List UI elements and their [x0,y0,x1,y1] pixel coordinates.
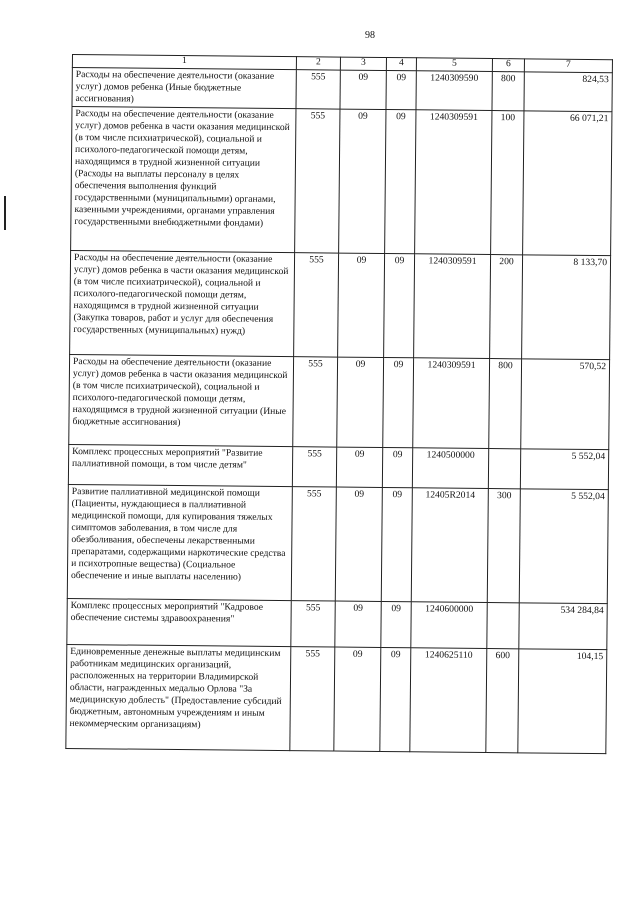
subsection-code: 09 [383,357,414,447]
expense-type-code [488,448,520,488]
target-article-code: 1240309591 [414,254,491,359]
page-number: 98 [365,30,375,41]
section-code: 09 [335,601,381,647]
target-article-code: 1240309590 [416,71,492,111]
table-row [68,444,608,489]
section-code: 09 [336,447,382,487]
table-row [70,250,611,359]
expense-name: Комплекс процессных мероприятий "Кадровое обеспечение системы здравоохранения" [67,598,291,646]
amount: 824,53 [524,72,612,112]
budget-table-wrapper [65,54,613,754]
target-article-code: 1240600000 [411,602,487,649]
column-header-2: 2 [296,57,340,70]
budget-table [65,54,613,754]
expense-name: Развитие паллиативной медицинской помощи (Пациенты, нуждающиеся в паллиативной медицинской помощи, для купирования тяжелых симптомов заболевания, в том числе для обезболивания, обеспечены лекарственными препаратами, содержащими наркотические средства и психотропные вещества) (Социальное обеспечение и иные выплаты населению) [67,484,292,600]
ministry-code: 555 [294,252,339,356]
ministry-code: 555 [291,486,336,600]
expense-name: Расходы на обеспечение деятельности (оказание услуг) домов ребенка в части оказания медицинской (в том числе психиатрической), социальной и психолого-педагогической помощи детям, находящимся в трудной жизненной ситуации (Иные бюджетные ассигнования) [69,354,294,446]
expense-type-code [487,602,519,648]
section-code: 09 [340,70,386,109]
column-header-6: 6 [492,59,524,72]
table-row [72,67,612,111]
expense-type-code: 600 [486,648,519,752]
subsection-code: 09 [381,601,411,647]
ministry-code: 555 [293,356,338,446]
amount: 570,52 [521,359,610,450]
amount: 104,15 [518,649,607,754]
expense-name: Расходы на обеспечение деятельности (оказание услуг) домов ребенка (Иные бюджетные ассигнования) [72,67,296,108]
expense-type-code: 800 [489,358,522,448]
ministry-code: 555 [291,600,335,646]
section-code: 09 [338,253,385,357]
ministry-code: 555 [295,108,340,252]
column-header-3: 3 [340,57,386,70]
section-code: 09 [339,109,386,253]
ministry-code: 555 [292,446,336,486]
target-article-code: 1240309591 [415,110,492,255]
table-row [67,598,607,649]
ministry-code: 555 [296,70,340,109]
expense-type-code: 300 [487,488,520,602]
subsection-code: 09 [380,647,411,751]
amount: 534 284,84 [519,603,607,650]
amount: 5 552,04 [519,489,608,604]
expense-type-code: 800 [492,71,524,110]
subsection-code: 09 [382,447,412,487]
target-article-code: 12405R2014 [411,488,488,603]
section-code: 09 [335,487,382,601]
expense-name: Расходы на обеспечение деятельности (оказание услуг) домов ребенка в части оказания медицинской (в том числе психиатрической), социальной и психолого-педагогической помощи детям, находящимся в трудной жизненной ситуации (Расходы на выплаты персоналу в целях обеспечения выполнения функций государственными (муниципальными) органами, казенными учреждениями, органами управления государственными внебюджетными фондами) [71,106,296,252]
amount: 5 552,04 [520,449,608,490]
section-code: 09 [334,647,381,751]
table-row [71,106,612,255]
subsection-code: 09 [384,253,415,357]
margin-mark [4,196,6,230]
table-row [69,354,610,449]
column-header-7: 7 [524,59,612,73]
expense-type-code: 200 [490,254,523,358]
ministry-code: 555 [290,646,335,750]
section-code: 09 [337,357,384,447]
amount: 66 071,21 [523,111,612,256]
subsection-code: 09 [386,70,416,109]
expense-name: Расходы на обеспечение деятельности (оказание услуг) домов ребенка в части оказания медицинской (в том числе психиатрической), социальной и психолого-педагогической помощи детям, находящимся в трудной жизненной ситуации (Закупка товаров, работ и услуг для обеспечения государственных (муниципальных) нужд) [70,250,295,356]
subsection-code: 09 [381,487,412,601]
column-header-4: 4 [386,58,416,71]
expense-name: Комплекс процессных мероприятий "Развитие паллиативной помощи, в том числе детям" [68,444,292,486]
target-article-code: 1240500000 [412,448,488,489]
expense-type-code: 100 [491,110,524,254]
table-row [67,484,608,603]
column-header-1: 1 [72,55,296,70]
subsection-code: 09 [385,109,416,253]
column-header-5: 5 [416,58,492,72]
amount: 8 133,70 [522,255,611,360]
target-article-code: 1240309591 [413,358,490,449]
expense-name: Единовременные денежные выплаты медицинским работникам медицинских организаций, расположенных на территории Владимирской области, награжденных медалью Орлова "За медицинскую доблесть" (Предоставление субсидий бюджетным, автономным учреждениям и иным некоммерческим организациям) [66,644,291,750]
table-row [66,644,607,753]
target-article-code: 1240625110 [410,648,487,753]
